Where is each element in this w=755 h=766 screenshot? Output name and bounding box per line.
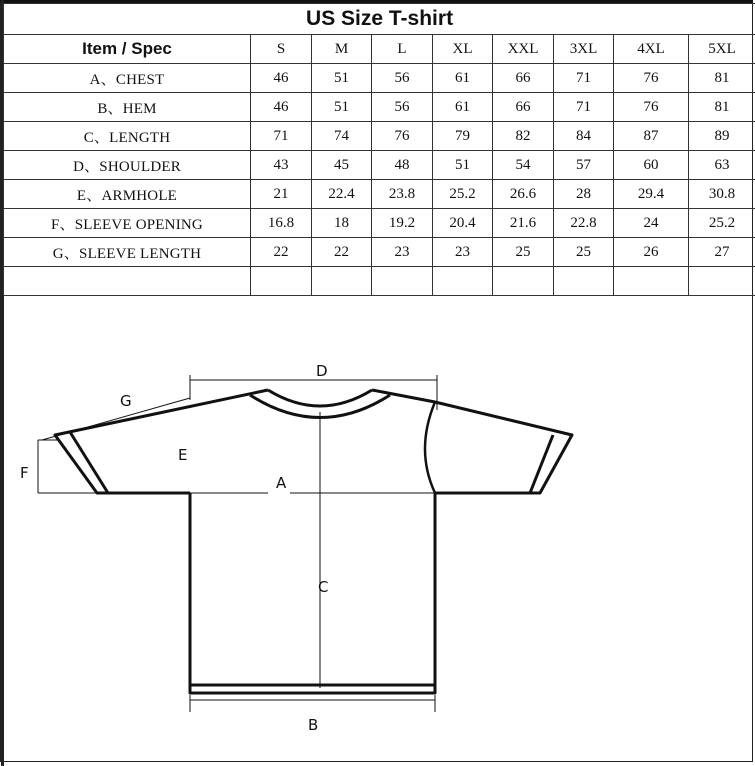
value-cell: 23 [433,238,493,267]
row-label: F、SLEEVE OPENING [4,209,251,238]
value-cell: 61 [433,64,493,93]
value-cell: 54 [493,151,554,180]
value-cell: 57 [554,151,614,180]
value-cell: 81 [689,93,755,122]
value-cell: 20.4 [433,209,493,238]
value-cell: 45 [312,151,372,180]
empty-cell [372,267,433,296]
value-cell: 51 [312,93,372,122]
value-cell: 76 [614,93,689,122]
size-header: L [372,35,433,64]
value-cell: 84 [554,122,614,151]
value-cell: 89 [689,122,755,151]
label-a: A [276,474,287,492]
value-cell: 76 [614,64,689,93]
value-cell: 18 [312,209,372,238]
value-cell: 63 [689,151,755,180]
value-cell: 46 [251,93,312,122]
value-cell: 22 [312,238,372,267]
table-row [4,209,755,238]
size-header: 5XL [689,35,755,64]
row-label: C、LENGTH [4,122,251,151]
value-cell: 22 [251,238,312,267]
value-cell: 21 [251,180,312,209]
value-cell: 25 [554,238,614,267]
size-header: S [251,35,312,64]
empty-cell [689,267,755,296]
size-chart-table [3,3,755,296]
table-row [4,238,755,267]
table-row [4,122,755,151]
empty-cell [312,267,372,296]
label-g: G [120,392,132,410]
value-cell: 25.2 [689,209,755,238]
value-cell: 71 [251,122,312,151]
size-header: 3XL [554,35,614,64]
value-cell: 25 [493,238,554,267]
table-row [4,93,755,122]
empty-cell [4,267,251,296]
value-cell: 66 [493,64,554,93]
tshirt-outline [55,390,572,693]
empty-cell [433,267,493,296]
value-cell: 28 [554,180,614,209]
value-cell: 56 [372,93,433,122]
row-label: A、CHEST [4,64,251,93]
value-cell: 71 [554,64,614,93]
value-cell: 46 [251,64,312,93]
value-cell: 43 [251,151,312,180]
value-cell: 76 [372,122,433,151]
value-cell: 79 [433,122,493,151]
size-header: 4XL [614,35,689,64]
value-cell: 30.8 [689,180,755,209]
table-row [4,180,755,209]
header-row [4,35,755,64]
empty-cell [554,267,614,296]
value-cell: 19.2 [372,209,433,238]
table-row [4,64,755,93]
label-d: D [316,362,328,380]
value-cell: 71 [554,93,614,122]
value-cell: 51 [312,64,372,93]
value-cell: 16.8 [251,209,312,238]
empty-cell [251,267,312,296]
value-cell: 87 [614,122,689,151]
row-label: D、SHOULDER [4,151,251,180]
row-label: G、SLEEVE LENGTH [4,238,251,267]
size-header: XL [433,35,493,64]
table-row [4,151,755,180]
value-cell: 66 [493,93,554,122]
value-cell: 81 [689,64,755,93]
row-label: E、ARMHOLE [4,180,251,209]
value-cell: 61 [433,93,493,122]
label-c: C [318,578,328,596]
value-cell: 26.6 [493,180,554,209]
empty-cell [614,267,689,296]
row-label: B、HEM [4,93,251,122]
label-f: F [20,464,29,482]
tshirt-measurement-diagram [0,300,755,764]
value-cell: 60 [614,151,689,180]
value-cell: 48 [372,151,433,180]
value-cell: 51 [433,151,493,180]
value-cell: 25.2 [433,180,493,209]
value-cell: 29.4 [614,180,689,209]
label-e: E [178,446,187,464]
value-cell: 23.8 [372,180,433,209]
value-cell: 27 [689,238,755,267]
value-cell: 23 [372,238,433,267]
value-cell: 82 [493,122,554,151]
empty-cell [493,267,554,296]
value-cell: 26 [614,238,689,267]
value-cell: 22.8 [554,209,614,238]
value-cell: 21.6 [493,209,554,238]
title-row [4,4,755,35]
size-header: M [312,35,372,64]
empty-row [4,267,755,296]
value-cell: 74 [312,122,372,151]
value-cell: 22.4 [312,180,372,209]
value-cell: 24 [614,209,689,238]
table-title: US Size T-shirt [4,4,755,35]
value-cell: 56 [372,64,433,93]
label-b: B [308,716,318,734]
size-header: XXL [493,35,554,64]
item-spec-header: Item / Spec [4,35,251,64]
diagram-labels [20,362,328,734]
